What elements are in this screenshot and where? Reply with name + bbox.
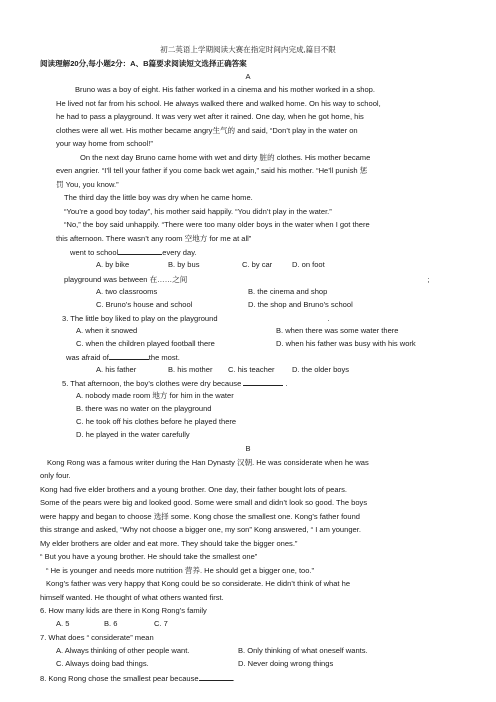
question-stem: 8. Kong Rong chose the smallest pear because . (40, 674, 235, 683)
passage-b-line: My elder brothers are older and eat more. They should take the bigger ones.” (40, 539, 298, 548)
question-stem: 6. How many kids are there in Kong Rong’s family (40, 606, 207, 615)
answer-option[interactable]: B. the cinema and shop (248, 287, 328, 296)
passage-b-line: Some of the pears were big and looked good. Some were small and didn’t look so good. The boys (40, 498, 368, 507)
answer-blank[interactable] (118, 247, 162, 255)
question-stem: went to school every day. (70, 248, 197, 257)
answer-option[interactable]: D. when his father was busy with his work (276, 339, 416, 348)
passage-a-line: “You’re a good boy today”, his mother said happily. “You didn’t play in the water.” (64, 207, 332, 216)
passage-a-line: he had to pass a playground. It was very wet after it rained. One day, when he got home, his (56, 112, 364, 121)
answer-option[interactable]: A. two classrooms (96, 287, 158, 296)
answer-option[interactable]: A. when it snowed (76, 326, 138, 335)
passage-b-line: this strange and asked, “Why not choose a bigger one, my son” Kong answered, “ I am younger. (40, 525, 361, 534)
answer-option[interactable]: C. his teacher (228, 365, 275, 374)
passage-b-line: “ But you have a young brother. He should take the smallest one” (40, 552, 258, 561)
question-stem: 3. The little boy liked to play on the playground . (62, 314, 330, 323)
passage-b-line: Kong Rong was a famous writer during the Han Dynasty 汉朝. He was considerate when he was (47, 458, 369, 467)
answer-option[interactable]: C. when the children played football there (76, 339, 215, 348)
passage-b-line: himself wanted. He thought of what others wanted first. (40, 593, 224, 602)
answer-option[interactable]: B. Only thinking of what oneself wants. (238, 646, 368, 655)
passage-a-line: 罚 You, you know.” (56, 180, 119, 189)
answer-option[interactable]: C. Bruno’s house and school (96, 300, 193, 309)
passage-a-line: this afternoon. There wasn’t any room 空地方 for me at all” (56, 234, 252, 243)
passage-a-label: A (245, 72, 251, 81)
answer-option[interactable]: D. the shop and Bruno’s school (248, 300, 353, 309)
answer-option[interactable]: A. Always thinking of other people want. (56, 646, 190, 655)
answer-option[interactable]: C. 7 (154, 619, 168, 628)
question-stem: playground was between 在……之间 ; (64, 275, 430, 284)
passage-b-line: “ He is younger and needs more nutrition 营养. He should get a bigger one, too.” (46, 566, 315, 575)
passage-a-line: your way home from school!” (56, 139, 153, 148)
answer-blank[interactable] (109, 352, 149, 360)
passage-a-line: Bruno was a boy of eight. His father worked in a cinema and his mother worked in a shop. (75, 85, 375, 94)
answer-option[interactable]: B. when there was some water there (276, 326, 399, 335)
document-title: 初二英语上学期阅读大赛在指定时间内完成,篇目不限 (160, 45, 336, 54)
passage-a-line: even angrier. “I’ll tell your father if you come back wet again,” said his mother. “He’ll punish 惩 (56, 166, 368, 175)
answer-option[interactable]: D. the older boys (292, 365, 350, 374)
answer-option[interactable]: B. by bus (168, 260, 200, 269)
passage-a-line: He lived not far from his school. He always walked there and walked home. On his way to school, (56, 99, 381, 108)
passage-b-label: B (245, 444, 251, 453)
question-stem: was afraid of the most. (66, 353, 180, 362)
answer-blank[interactable] (187, 274, 427, 282)
answer-option[interactable]: A. nobody made room 地方 for him in the water (76, 391, 234, 400)
passage-a-line: The third day the little boy was dry when he came home. (64, 193, 253, 202)
answer-option[interactable]: C. by car (242, 260, 273, 269)
passage-a-line: On the next day Bruno came home with wet and dirty 脏的 clothes. His mother became (80, 153, 371, 162)
answer-option[interactable]: A. 5 (56, 619, 70, 628)
answer-blank[interactable] (199, 673, 233, 681)
answer-option[interactable]: D. Never doing wrong things (238, 659, 334, 668)
answer-option[interactable]: D. on foot (292, 260, 325, 269)
answer-option[interactable]: A. his father (96, 365, 137, 374)
question-stem: 7. What does “ considerate” mean (40, 633, 154, 642)
question-stem: 5. That afternoon, the boy’s clothes were dry because . (62, 379, 288, 388)
answer-option[interactable]: C. he took off his clothes before he played there (76, 417, 237, 426)
answer-option[interactable]: D. he played in the water carefully (76, 430, 190, 439)
section-instruction: 阅读理解20分,每小题2分：A、B篇要求阅读短文选择正确答案 (40, 59, 247, 68)
answer-option[interactable]: B. 6 (104, 619, 118, 628)
answer-option[interactable]: C. Always doing bad things. (56, 659, 149, 668)
passage-b-line: only four. (40, 471, 71, 480)
answer-blank[interactable] (218, 313, 328, 321)
answer-blank[interactable] (243, 378, 283, 386)
answer-option[interactable]: B. his mother (168, 365, 213, 374)
passage-a-line: “No,” the boy said unhappily. “There were too many older boys in the water when I got there (64, 220, 370, 229)
answer-option[interactable]: A. by bike (96, 260, 130, 269)
passage-b-line: were happy and began to choose 选择 some. Kong chose the smallest one. Kong’s father found (40, 512, 360, 521)
answer-option[interactable]: B. there was no water on the playground (76, 404, 212, 413)
passage-b-line: Kong had five elder brothers and a young brother. One day, their father bought lots of pears. (40, 485, 347, 494)
passage-a-line: clothes were all wet. His mother became angry生气的 and said, “Don’t play in the water on (56, 126, 358, 135)
passage-b-line: Kong’s father was very happy that Kong could be so considerate. He didn’t think of what he (46, 579, 351, 588)
